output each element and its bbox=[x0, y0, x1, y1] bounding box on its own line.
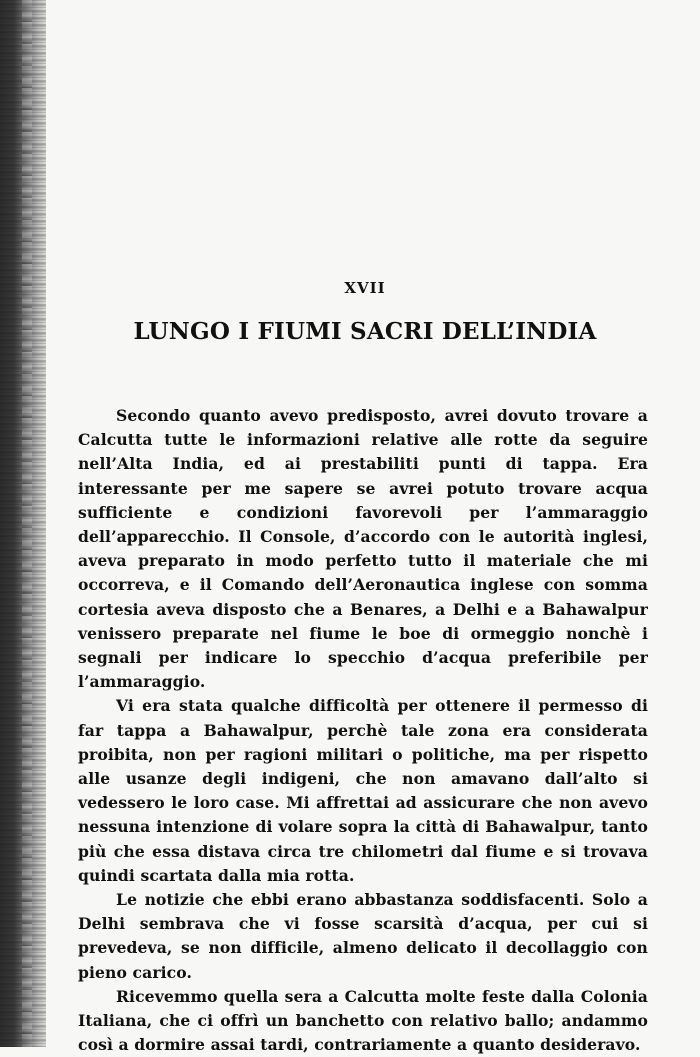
paragraph: Vi era stata qualche difficoltà per ottenere il permesso di far tappa a Bahawalpur, perchè tale zona era considerata proibita, non per ragioni militari o politiche, ma per rispetto alle usanze degli indigeni, che non amavano dall’alto si vedessero le loro case. Mi affrettai ad assicurare che non avevo nessuna intenzione di volare sopra la città di Bahawalpur, tanto più che essa distava circa tre chilometri dal fiume e si trovava quindi scartata dalla mia rotta. bbox=[78, 696, 648, 885]
chapter-title: LUNGO I FIUMI SACRI DELL’INDIA bbox=[133, 318, 597, 345]
chapter-body bbox=[78, 404, 648, 1057]
scanned-page-edge-highlight bbox=[22, 0, 32, 1047]
paragraph: Le notizie che ebbi erano abbastanza soddisfacenti. Solo a Delhi sembrava che vi fosse scarsità d’acqua, per cui si prevedeva, se non difficile, almeno delicato il decollaggio con pieno carico. bbox=[78, 890, 648, 982]
chapter-number: XVII bbox=[344, 279, 386, 297]
paragraph: Secondo quanto avevo predisposto, avrei dovuto trovare a Calcutta tutte le informazioni relative alle rotte da seguire nell’Alta India, ed ai prestabiliti punti di tappa. Era interessante per me sapere se avrei potuto trovare acqua sufficiente e condizioni favorevoli per l’ammaraggio dell’apparecchio. Il Console, d’accordo con le autorità inglesi, aveva preparato in modo perfetto tutto il materiale che mi occorreva, e il Comando dell’Aeronautica inglese con somma cortesia aveva disposto che a Benares, a Delhi e a Bahawalpur venissero preparate nel fiume le boe di ormeggio nonchè i segnali per indicare lo specchio d’acqua preferibile per l’ammaraggio. bbox=[78, 406, 648, 692]
paragraph: Ricevemmo quella sera a Calcutta molte feste dalla Colonia Italiana, che ci offrì un banchetto con relativo ballo; andammo così a dormire assai tardi, contrariamente a quanto desideravo. bbox=[78, 986, 648, 1055]
